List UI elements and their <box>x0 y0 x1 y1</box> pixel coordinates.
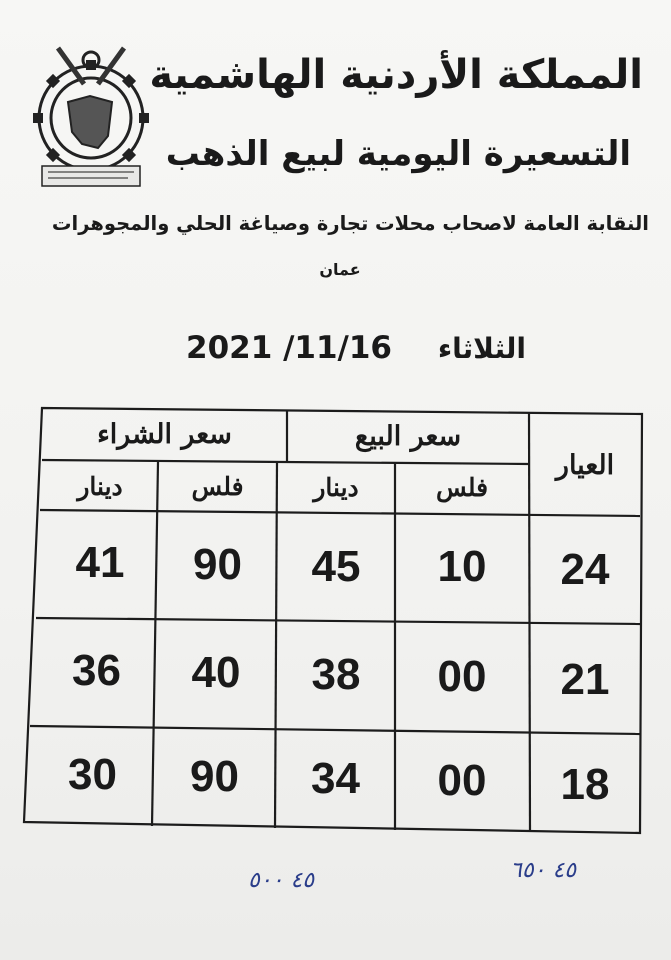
table-row-3-karat: 18 <box>560 760 610 809</box>
table-row-2-karat: 21 <box>560 655 610 704</box>
table-row-2-buy-fils: 40 <box>191 648 241 697</box>
handwritten-note-right: ٤٥ ٦٥٠ <box>510 858 577 883</box>
table-row-1-sell-dinar: 45 <box>311 542 361 591</box>
table-row-3-buy-fils: 90 <box>190 752 239 801</box>
date-value: 2021 /11/16 <box>186 330 392 366</box>
handwritten-note-left: ٤٥ ٥٠٠ <box>248 868 315 893</box>
table-row-1-karat: 24 <box>560 545 610 594</box>
buy-fils-header: فلس <box>191 471 244 501</box>
sell-fils-header: فلس <box>435 472 489 502</box>
table-row-1-sell-fils: 10 <box>437 542 487 591</box>
table-row-3-sell-fils: 00 <box>437 756 487 805</box>
table-row-2-sell-fils: 00 <box>437 652 487 701</box>
table-row-2-sell-dinar: 38 <box>311 650 361 699</box>
table-row-3-sell-dinar: 34 <box>311 754 360 803</box>
sell-price-header: سعر البيع <box>354 420 462 452</box>
karat-header: العيار <box>555 449 615 481</box>
buy-dinar-header: دينار <box>77 471 123 501</box>
syndicate-name: النقابة العامة لاصحاب محلات تجارة وصياغة الحلي والمجوهرات <box>51 212 649 235</box>
table-row-1-buy-dinar: 41 <box>75 538 125 587</box>
day-name: الثلاثاء <box>437 332 526 365</box>
sell-dinar-header: دينار <box>313 472 359 502</box>
table-row-3-buy-dinar: 30 <box>68 750 117 799</box>
buy-price-header: سعر الشراء <box>97 418 232 450</box>
kingdom-title: المملكة الأردنية الهاشمية <box>149 52 643 98</box>
table-row-2-buy-dinar: 36 <box>72 646 121 695</box>
pricing-subtitle: التسعيرة اليومية لبيع الذهب <box>165 134 631 174</box>
table-row-1-buy-fils: 90 <box>193 540 242 589</box>
city-label: عمان <box>319 260 361 279</box>
